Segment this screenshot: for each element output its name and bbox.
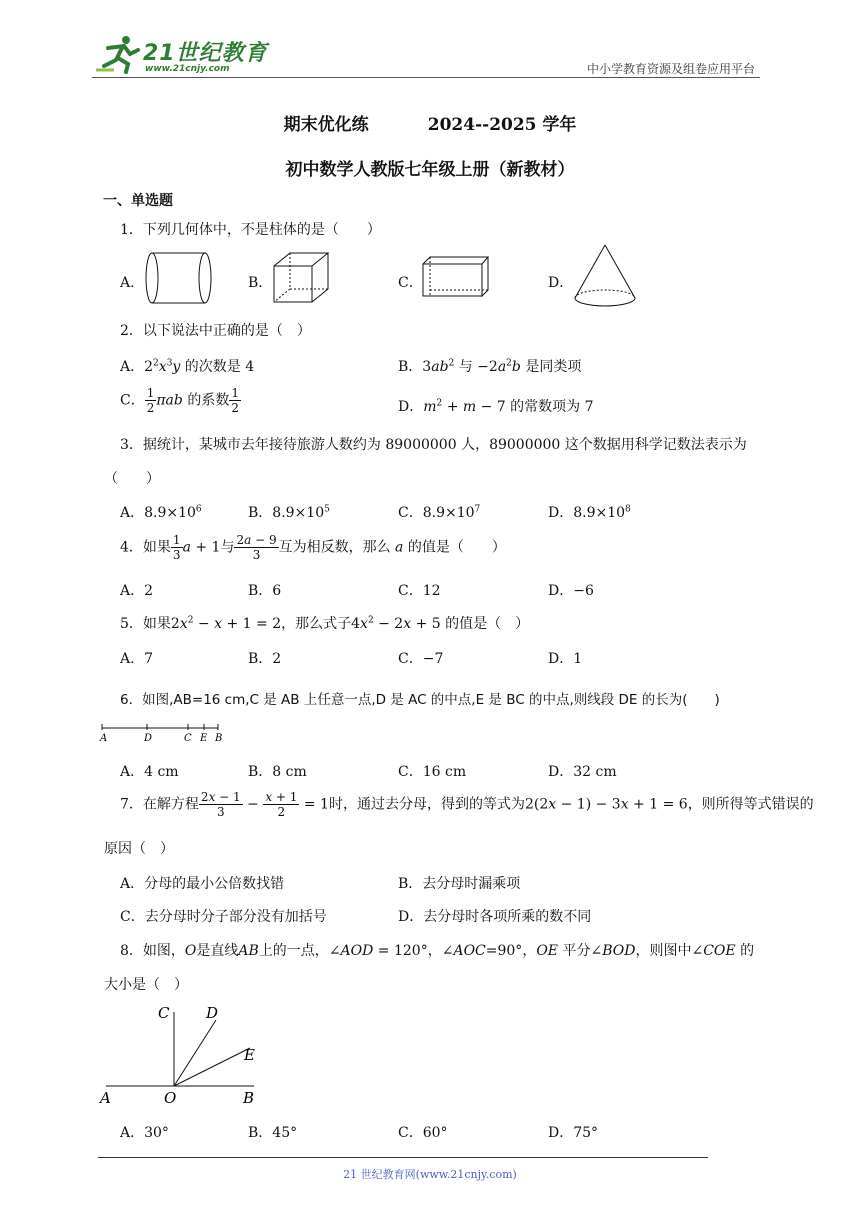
q7-option-d: D．去分母时各项所乘的数不同: [398, 909, 592, 925]
logo-url: www.21cnjy.com: [145, 64, 230, 74]
q3-option-a: A．$8.9\times 10^6$: [120, 504, 202, 521]
q3-option-d: D．$8.9\times 10^8$: [548, 504, 631, 521]
point-c-label: C: [158, 1004, 170, 1022]
q4-option-d: D．−6: [548, 583, 594, 599]
q6-option-a: A．4 cm: [120, 764, 179, 780]
footer-divider: [98, 1157, 708, 1158]
point-d-label: D: [144, 733, 153, 744]
footer-text: 21 世纪教育网(www.21cnjy.com): [343, 1168, 517, 1181]
question-2-stem: 2．以下说法中正确的是（ ）: [120, 323, 311, 339]
question-6-stem: 6．如图,AB=16 cm,C 是 AB 上任意一点,D 是 AC 的中点,E 是 BC 的中点,则线段 DE 的长为( ): [120, 692, 720, 708]
q4-option-a: A．2: [120, 583, 154, 599]
q6-option-b: B．8 cm: [248, 764, 307, 780]
q2-option-a: A．$2^2x^3y$ 的次数是 4: [120, 358, 255, 375]
point-e-label: E: [200, 733, 208, 744]
q8-option-c: C．60°: [398, 1125, 448, 1141]
page-title-line2: 初中数学人教版七年级上册（新教材）: [285, 160, 575, 180]
q2-option-b: B．$3ab^2$ 与 $-2a^2b$ 是同类项: [398, 358, 582, 375]
q3-option-b: B．$8.9\times 10^5$: [248, 504, 330, 521]
angle-figure: [98, 1000, 268, 1108]
section-heading: 一、单选题: [103, 193, 173, 209]
cone-figure: [572, 242, 638, 310]
q7-option-a: A．分母的最小公倍数找错: [120, 876, 285, 892]
cylinder-figure: [143, 250, 215, 306]
point-o-label: O: [164, 1089, 177, 1107]
question-5-stem: 5．如果$2x^2 - x + 1 = 2$，那么式子$4x^2 - 2x + 5$ 的值是（ ）: [120, 615, 530, 632]
question-8-stem-cont: 大小是（ ）: [104, 977, 188, 993]
point-b-label: B: [243, 1089, 255, 1107]
q1-option-c-label: C．: [398, 275, 423, 291]
question-7-stem-cont: 原因（ ）: [104, 841, 174, 857]
q5-option-b: B．2: [248, 651, 282, 667]
q6-option-c: C．16 cm: [398, 764, 467, 780]
point-c-label: C: [184, 733, 192, 744]
header-divider: [92, 77, 760, 78]
q7-option-b: B．去分母时漏乘项: [398, 876, 521, 892]
q4-option-b: B．6: [248, 583, 282, 599]
q7-option-c: C．去分母时分子部分没有加括号: [120, 909, 327, 925]
header-platform-text: 中小学教育资源及组卷应用平台: [586, 62, 755, 76]
point-a-label: A: [100, 1089, 111, 1107]
q2-option-d: D．$m^2 + m - 7$ 的常数项为 7: [398, 398, 594, 415]
point-a-label: A: [100, 733, 108, 744]
segment-figure: [98, 722, 228, 744]
q8-option-a: A．30°: [120, 1125, 169, 1141]
q8-option-b: B．45°: [248, 1125, 298, 1141]
question-7-stem: 7．在解方程 $\frac{2x - 1}{3}$ − $\frac{x + 1}{2}$ = 1时，通过去分母，得到的等式为2(2x − 1) − 3x + 1 = 6，则所得等式错误的: [120, 790, 814, 819]
question-4-stem: 4．如果 $\frac{1}{3}$ a + 1与 $\frac{2a - 9}{3}$ 互为相反数，那么 a 的值是（ ）: [120, 533, 506, 562]
q8-option-d: D．75°: [548, 1125, 599, 1141]
q5-option-c: C．−7: [398, 651, 444, 667]
q1-option-b-label: B．: [248, 275, 273, 291]
logo-icon: [94, 34, 144, 78]
point-b-label: B: [215, 733, 223, 744]
page-title-line1: 期末优化练 2024--2025 学年: [283, 115, 577, 135]
question-1-stem: 1．下列几何体中，不是柱体的是（ ）: [120, 222, 381, 238]
q1-option-a-label: A．: [120, 275, 145, 291]
q2-option-c: C． $\frac{1}{2}$ πab 的系数 $\frac{1}{2}$: [120, 386, 239, 415]
q4-option-c: C．12: [398, 583, 441, 599]
question-8-stem: 8．如图，O是直线AB上的一点，∠AOD = 120°，∠AOC=90°，OE 平分∠BOD，则图中∠COE 的: [120, 943, 755, 959]
question-3-stem: 3．据统计，某城市去年接待旅游人数约为 89000000 人，89000000 这个数据用科学记数法表示为: [120, 437, 747, 453]
logo-text: 21世纪教育: [143, 41, 268, 66]
cube-figure: [270, 250, 332, 306]
point-e-label: E: [244, 1046, 255, 1064]
prism-figure: [420, 254, 492, 300]
q5-option-d: D．1: [548, 651, 583, 667]
q3-option-c: C．$8.9\times 10^7$: [398, 504, 481, 521]
q5-option-a: A．7: [120, 651, 154, 667]
point-d-label: D: [206, 1004, 219, 1022]
q6-option-d: D．32 cm: [548, 764, 617, 780]
question-3-stem-cont: （ ）: [104, 471, 160, 487]
q1-option-d-label: D．: [548, 275, 574, 291]
